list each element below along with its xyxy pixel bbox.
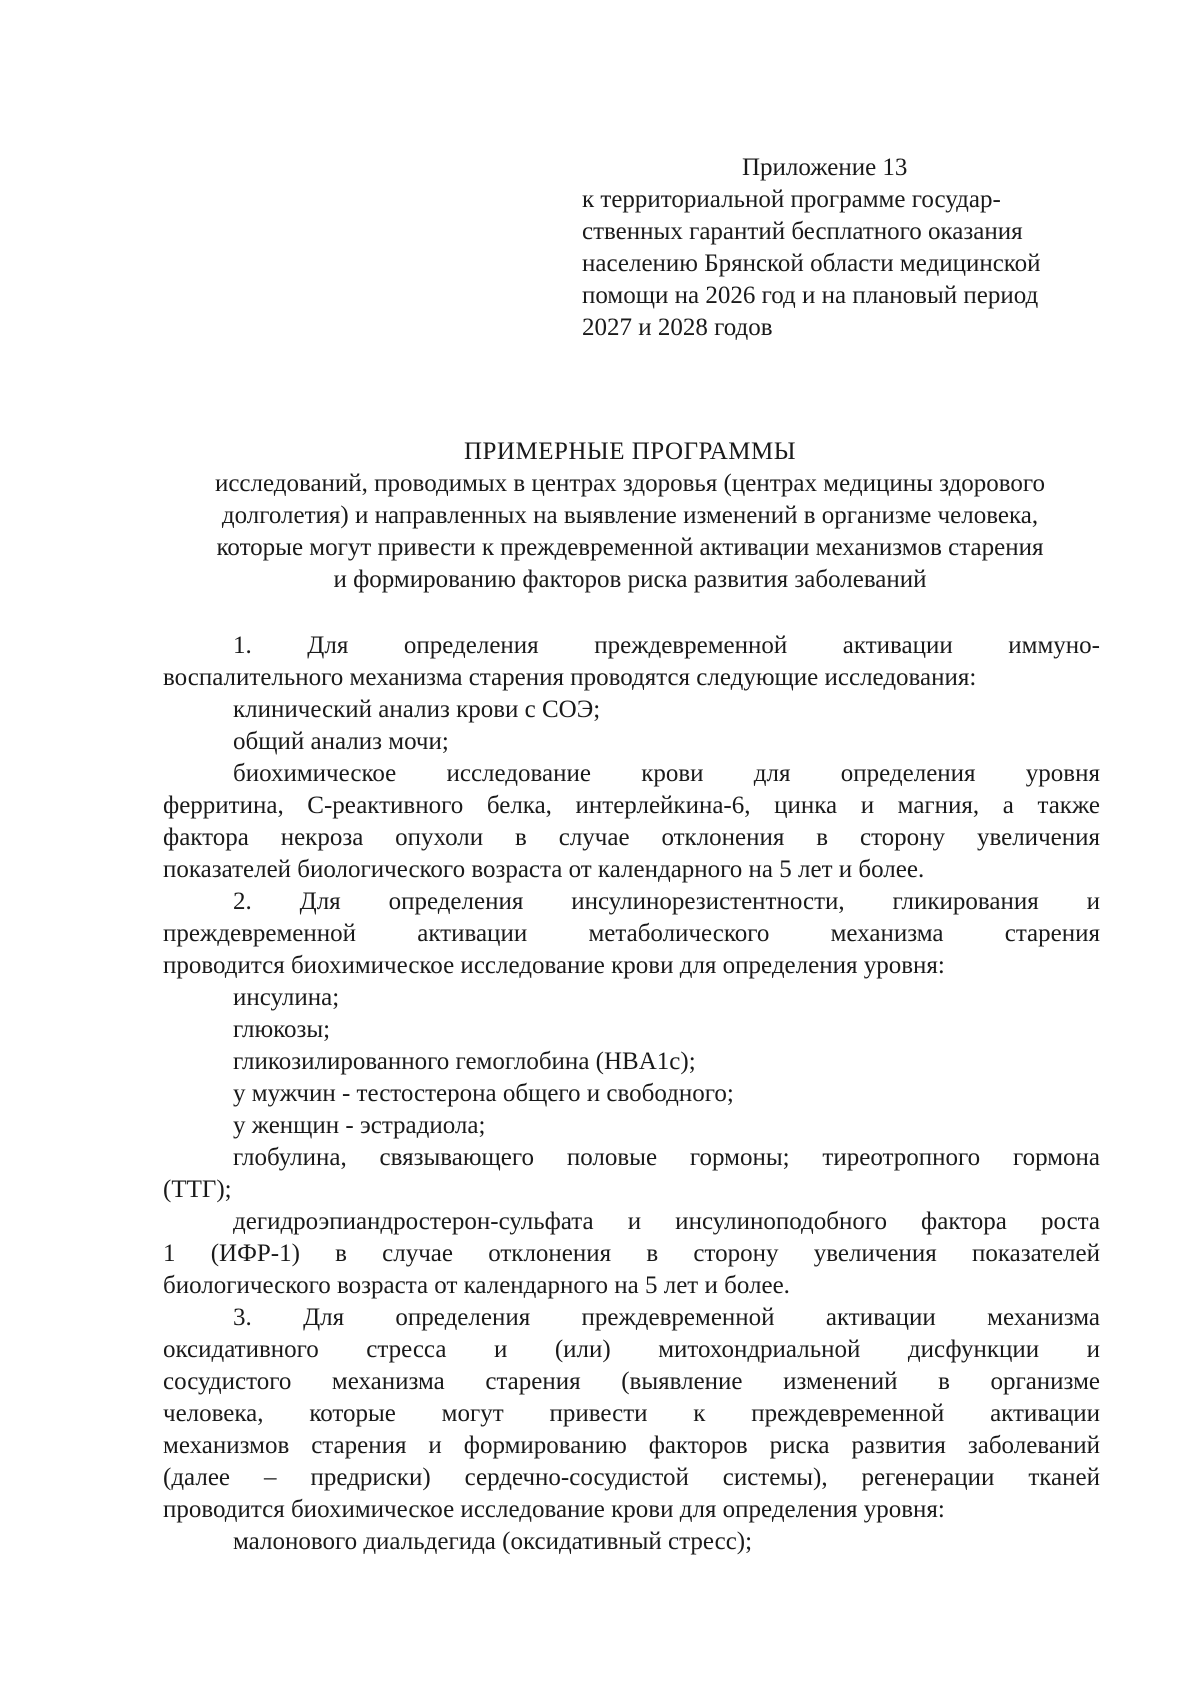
body-line: проводится биохимическое исследование крови для определения уровня: (163, 952, 945, 979)
body-line: глюкозы; (233, 1016, 331, 1043)
body-line: (ТТГ); (163, 1176, 232, 1203)
body-line: сосудистого механизма старения (выявление изменений в организме (163, 1368, 1100, 1395)
heading-line: и формированию факторов риска развития заболеваний (333, 566, 927, 593)
heading-line: исследований, проводимых в центрах здоровья (центрах медицины здорового (214, 470, 1046, 497)
document-heading (160, 436, 1100, 596)
body-line: клинический анализ крови с СОЭ; (233, 696, 601, 723)
body-line: преждевременной активации метаболического механизма старения (163, 920, 1100, 947)
body-line: человека, которые могут привести к преждевременной активации (163, 1400, 1100, 1427)
body-line: малонового диальдегида (оксидативный стресс); (233, 1528, 753, 1555)
document-body (163, 630, 1100, 1558)
body-line: 1. Для определения преждевременной активации иммуно- (233, 632, 1100, 659)
body-line: 1 (ИФР-1) в случае отклонения в сторону увеличения показателей (163, 1240, 1100, 1267)
heading-line: которые могут привести к преждевременной активации механизмов старения (216, 534, 1044, 561)
body-line: проводится биохимическое исследование крови для определения уровня: (163, 1496, 945, 1523)
document-title: ПРИМЕРНЫЕ ПРОГРАММЫ (463, 438, 797, 465)
body-line: (далее – предриски) сердечно-сосудистой системы), регенерации тканей (163, 1464, 1100, 1491)
appendix-line: 2027 и 2028 годов (582, 314, 773, 341)
body-line: оксидативного стресса и (или) митохондриальной дисфункции и (163, 1336, 1100, 1363)
body-line: глобулина, связывающего половые гормоны; тиреотропного гормона (233, 1144, 1100, 1171)
body-line: общий анализ мочи; (233, 728, 449, 755)
body-line: биохимическое исследование крови для определения уровня (233, 760, 1100, 787)
appendix-line: помощи на 2026 год и на плановый период (582, 282, 1039, 309)
body-line: у мужчин - тестостерона общего и свободного; (233, 1080, 734, 1107)
body-line: фактора некроза опухоли в случае отклонения в сторону увеличения (163, 824, 1100, 851)
body-line: 3. Для определения преждевременной активации механизма (233, 1304, 1100, 1331)
body-line: гликозилированного гемоглобина (HBA1c); (233, 1048, 696, 1075)
appendix-title: Приложение 13 (742, 154, 908, 181)
body-line: биологического возраста от календарного на 5 лет и более. (163, 1272, 790, 1299)
appendix-line: населению Брянской области медицинской (582, 250, 1041, 277)
body-line: дегидроэпиандростерон-сульфата и инсулиноподобного фактора роста (233, 1208, 1100, 1235)
body-line: показателей биологического возраста от календарного на 5 лет и более. (163, 856, 925, 883)
body-line: инсулина; (233, 984, 340, 1011)
body-line: 2. Для определения инсулинорезистентности, гликирования и (233, 888, 1100, 915)
body-line: воспалительного механизма старения проводятся следующие исследования: (163, 664, 977, 691)
appendix-header (582, 152, 1102, 344)
body-line: у женщин - эстрадиола; (233, 1112, 486, 1139)
heading-line: долголетия) и направленных на выявление изменений в организме человека, (221, 502, 1039, 529)
appendix-line: к территориальной программе государ- (582, 186, 1001, 213)
body-line: ферритина, С-реактивного белка, интерлейкина-6, цинка и магния, а также (163, 792, 1100, 819)
appendix-line: ственных гарантий бесплатного оказания (582, 218, 1023, 245)
body-line: механизмов старения и формированию факторов риска развития заболеваний (163, 1432, 1100, 1459)
